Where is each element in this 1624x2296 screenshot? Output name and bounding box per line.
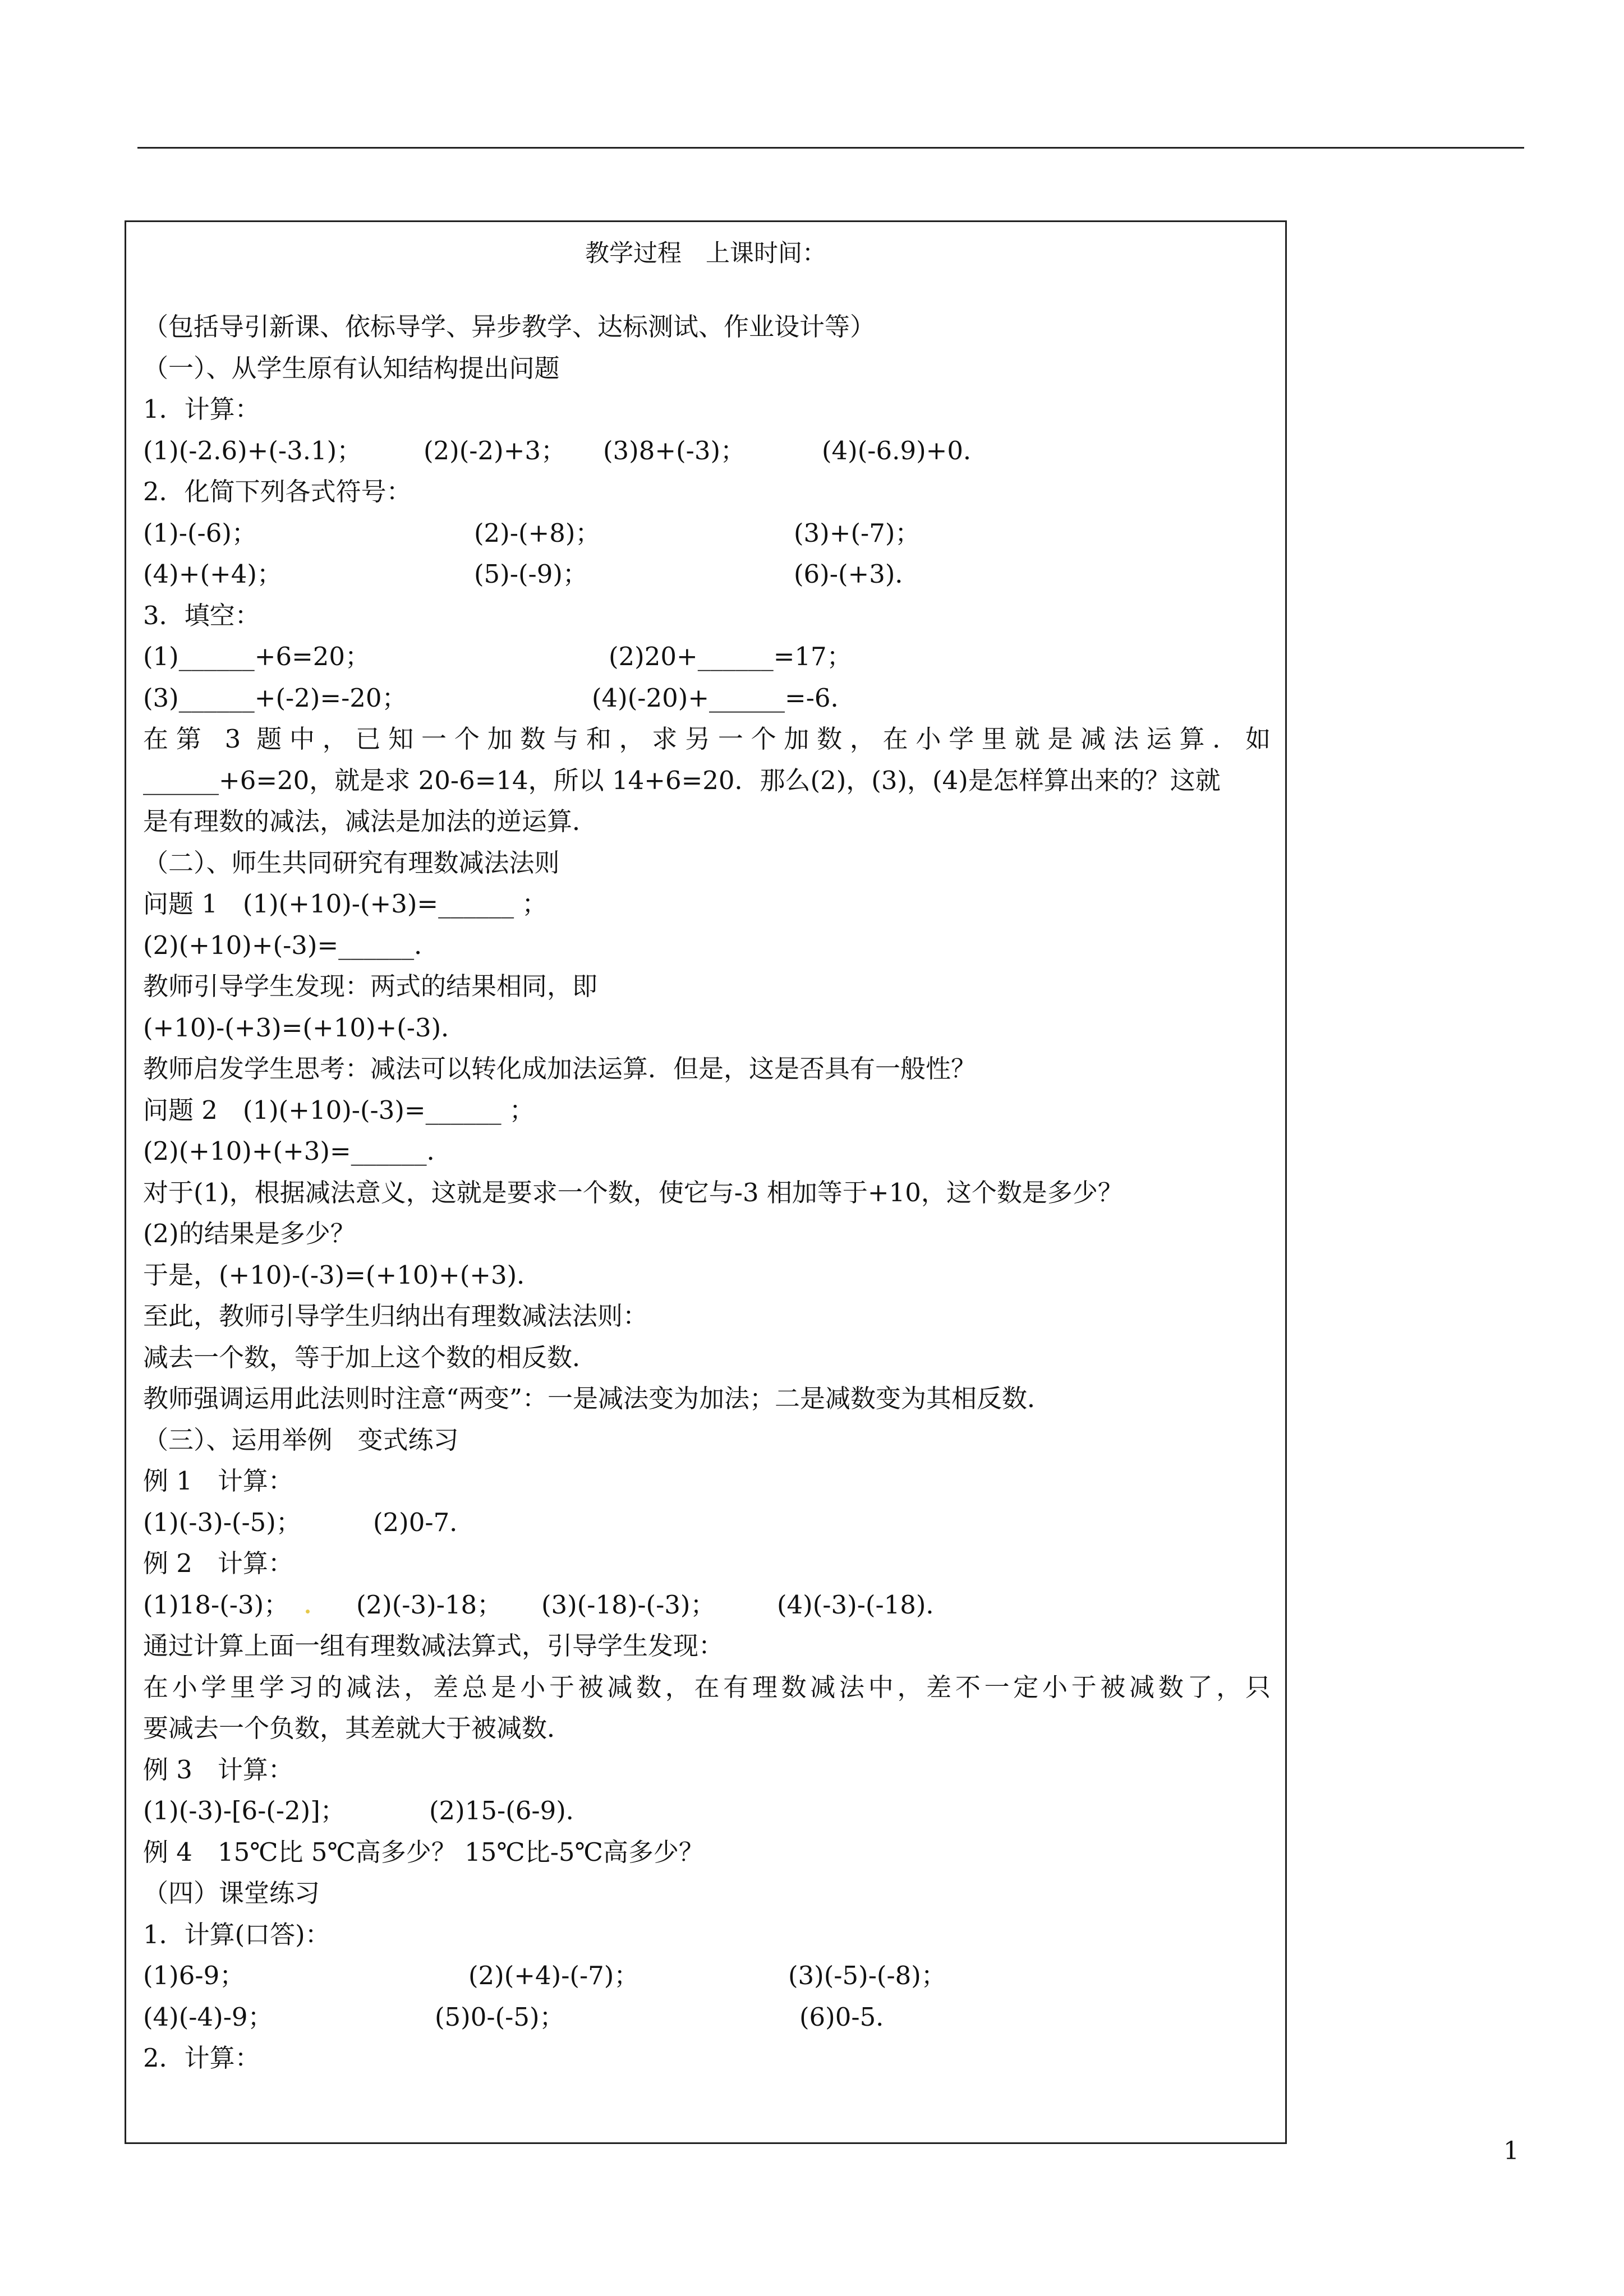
text-line: (+10)-(+3)=(+10)+(-3)．: [143, 1012, 467, 1043]
expression-item: (6)0-5．: [799, 2002, 901, 2032]
text-line: 教师引导学生发现：两式的结果相同，即: [143, 971, 598, 1001]
lesson-frame: [125, 220, 1287, 2144]
text-line: [143, 554, 1271, 595]
expression-item: (4)+(+4)；: [143, 559, 282, 589]
text-line: 是有理数的减法，减法是加法的逆运算．: [143, 806, 598, 836]
text-line: 于是，(+10)-(-3)=(+10)+(+3)．: [143, 1260, 542, 1290]
text-line: 2．计算：: [143, 2043, 260, 2073]
expression-item: (1)6-9；: [143, 1961, 245, 1990]
text-line: 例 3 计算：: [143, 1754, 293, 1785]
text-line: （一）、从学生原有认知结构提出问题: [143, 353, 560, 383]
expression-item: (3)(-5)-(-8)；: [788, 1961, 946, 1990]
text-line: [143, 430, 1271, 472]
text-line: 1．计算(口答)：: [143, 1919, 330, 1949]
expression-item: (1)18-(-3)；: [143, 1589, 289, 1620]
text-line: （三）、运用举例 变式练习: [143, 1424, 459, 1455]
text-line: [143, 1997, 1271, 2038]
expression-item: (1)______+6=20；: [143, 642, 371, 671]
text-line: （二）、师生共同研究有理数减法法则: [143, 847, 560, 878]
text-line: 问题 1 (1)(+10)-(+3)=______ ；: [143, 889, 548, 919]
expression-item: (2)(-3)-18；: [356, 1589, 503, 1620]
expression-item: (3)+(-7)；: [794, 518, 921, 548]
text-line: 对于(1)，根据减法意义，这就是要求一个数，使它与-3 相加等于+10，这个数是多少？: [143, 1177, 1123, 1207]
text-line: 通过计算上面一组有理数减法算式，引导学生发现：: [143, 1631, 724, 1661]
expression-item: (6)-(+3)．: [794, 559, 921, 589]
text-line: 例 1 计算：: [143, 1466, 293, 1496]
expression-item: (1)(-2.6)+(-3.1)；: [143, 435, 362, 465]
lesson-content: [143, 306, 1271, 2079]
text-line: (2)的结果是多少？: [143, 1219, 356, 1248]
text-line: (2)(+10)+(+3)=______．: [143, 1136, 452, 1166]
text-line: [143, 1955, 1271, 1997]
text-line: [143, 1502, 1271, 1543]
text-line: ______+6=20，就是求 20-6=14，所以 14+6=20．那么(2)，(3)，(4)是怎样算出来的？这就: [143, 765, 1221, 795]
expression-item: (3)(-18)-(-3)；: [541, 1589, 716, 1620]
expression-item: (4)(-4)-9；: [143, 2002, 273, 2032]
text-line: 在第 3 题中，已知一个加数与和，求另一个加数，在小学里就是减法运算．如: [143, 724, 1271, 754]
expression-item: (5)0-(-5)；: [435, 2002, 565, 2032]
text-line: （四）课堂练习: [143, 1878, 320, 1908]
expression-item: (1)(-3)-(-5)；: [143, 1507, 301, 1537]
text-line: [143, 1584, 1271, 1626]
expression-item: (2)(+4)-(-7)；: [468, 1961, 640, 1990]
text-line: 教师强调运用此法则时注意“两变”：一是减法变为加法；二是减数变为其相反数．: [143, 1384, 1053, 1413]
text-line: 2．化简下列各式符号：: [143, 477, 412, 506]
page-number: 1: [1503, 2137, 1519, 2165]
text-line: [143, 513, 1271, 554]
header-rule: [137, 147, 1524, 149]
expression-item: (1)-(-6)；: [143, 518, 257, 548]
text-line: 至此，教师引导学生归纳出有理数减法法则：: [143, 1301, 648, 1331]
expression-item: (1)(-3)-[6-(-2)]；: [143, 1796, 346, 1825]
text-line: 教师启发学生思考：减法可以转化成加法运算．但是，这是否具有一般性？: [143, 1054, 977, 1084]
text-line: 例 2 计算：: [143, 1548, 293, 1578]
text-line: 问题 2 (1)(+10)-(-3)=______ ；: [143, 1095, 535, 1125]
expression-item: (3)8+(-3)；: [603, 435, 746, 465]
expression-item: (2)-(+8)；: [474, 518, 601, 548]
text-line: 在小学里学习的减法，差总是小于被减数，在有理数减法中，差不一定小于被减数了，只: [143, 1672, 1271, 1702]
text-line: 1．计算：: [143, 394, 260, 424]
expression-item: (2)(-2)+3；: [424, 435, 567, 465]
highlight-mark: [306, 1610, 310, 1613]
expression-item: (3)______+(-2)=-20；: [143, 683, 407, 713]
text-line: [143, 677, 1271, 719]
expression-item: (4)(-20)+______=-6．: [592, 683, 856, 713]
section-title: 教学过程 上课时间：: [585, 239, 826, 268]
text-line: (2)(+10)+(-3)=______．: [143, 930, 440, 960]
text-line: 要减去一个负数，其差就大于被减数．: [143, 1713, 573, 1743]
text-line: （包括导引新课、依标导学、异步教学、达标测试、作业设计等）: [143, 312, 876, 342]
expression-item: (4)(-6.9)+0．: [822, 435, 988, 465]
expression-item: (2)20+______=17；: [609, 642, 852, 671]
text-line: 例 4 15℃比 5℃高多少？ 15℃比-5℃高多少？: [143, 1837, 704, 1867]
expression-item: (2)15-(6-9)．: [429, 1796, 591, 1825]
text-line: 3．填空：: [143, 600, 260, 630]
text-line: 减去一个数，等于加上这个数的相反数．: [143, 1342, 598, 1372]
expression-item: (5)-(-9)；: [474, 559, 588, 589]
expression-item: (4)(-3)-(-18)．: [777, 1589, 951, 1620]
expression-item: (2)0-7．: [373, 1507, 475, 1537]
text-line: [143, 1790, 1271, 1832]
text-line: [143, 636, 1271, 677]
